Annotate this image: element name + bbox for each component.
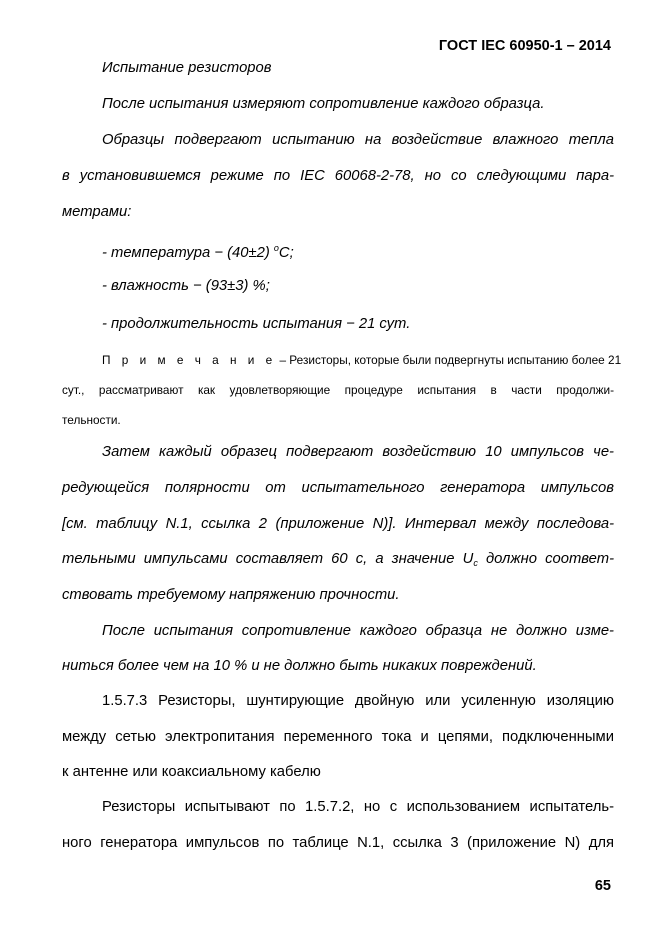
paragraph-line: ного генератора импульсов по таблице N.1, ссылка 3 (приложение N) для: [62, 835, 614, 851]
list-item-temperature: [102, 238, 614, 263]
document-header: ГОСТ IEC 60950-1 – 2014: [438, 38, 611, 54]
section-heading-line: 1.5.7.3 Резисторы, шунтирующие двойную или усиленную изоляцию: [102, 693, 614, 709]
paragraph-line: ствовать требуемому напряжению прочности.: [62, 587, 400, 603]
paragraph-line: метрами:: [62, 204, 132, 220]
degree-mark: o: [273, 243, 279, 253]
list-item-duration: - продолжительность испытания − 21 сут.: [102, 316, 411, 332]
paragraph-line: [см. таблицу N.1, ссылка 2 (приложение N)]. Интервал между последова-: [62, 516, 614, 532]
list-item-text: C;: [278, 245, 294, 261]
paragraph-line: редующейся полярности от испытательного генератора импульсов: [62, 480, 614, 496]
paragraph-line: в установившемся режиме по IEC 60068-2-78, но со следующими пара-: [62, 168, 614, 184]
paragraph-line: ниться более чем на 10 % и не должно быть никаких повреждений.: [62, 658, 537, 674]
note-label: П р и м е ч а н и е: [102, 353, 277, 367]
section-heading-line: к антенне или коаксиальному кабелю: [62, 764, 321, 780]
paragraph-line: [62, 549, 614, 573]
paragraph-line: После испытания измеряют сопротивление каждого образца.: [102, 96, 545, 112]
note-line: тельности.: [62, 413, 121, 427]
paragraph-text: тельными импульсами составляет 60 с, а значение U: [62, 551, 474, 567]
section-heading-line: между сетью электропитания переменного тока и цепями, подключенными: [62, 729, 614, 745]
paragraph-line: Затем каждый образец подвергают воздействию 10 импульсов че-: [102, 444, 614, 460]
page-number: 65: [594, 878, 611, 894]
note-line: [102, 350, 622, 370]
paragraph-line: Резисторы испытывают по 1.5.7.2, но с использованием испытатель-: [102, 799, 614, 815]
paragraph-line: После испытания сопротивление каждого образца не должно изме-: [102, 623, 614, 639]
list-item-text: - температура − (40±2): [102, 245, 274, 261]
section-title: Испытание резисторов: [102, 60, 272, 76]
subscript-c: c: [473, 558, 478, 568]
note-line: сут., рассматривают как удовлетворяющие процедуре испытания в части продолжи-: [62, 383, 614, 397]
paragraph-line: Образцы подвергают испытанию на воздействие влажного тепла: [102, 132, 614, 148]
note-text: – Резисторы, которые были подвергнуты испытанию более 21: [276, 353, 622, 367]
list-item-humidity: - влажность − (93±3) %;: [102, 278, 270, 294]
paragraph-text: должно соответ-: [477, 551, 614, 567]
